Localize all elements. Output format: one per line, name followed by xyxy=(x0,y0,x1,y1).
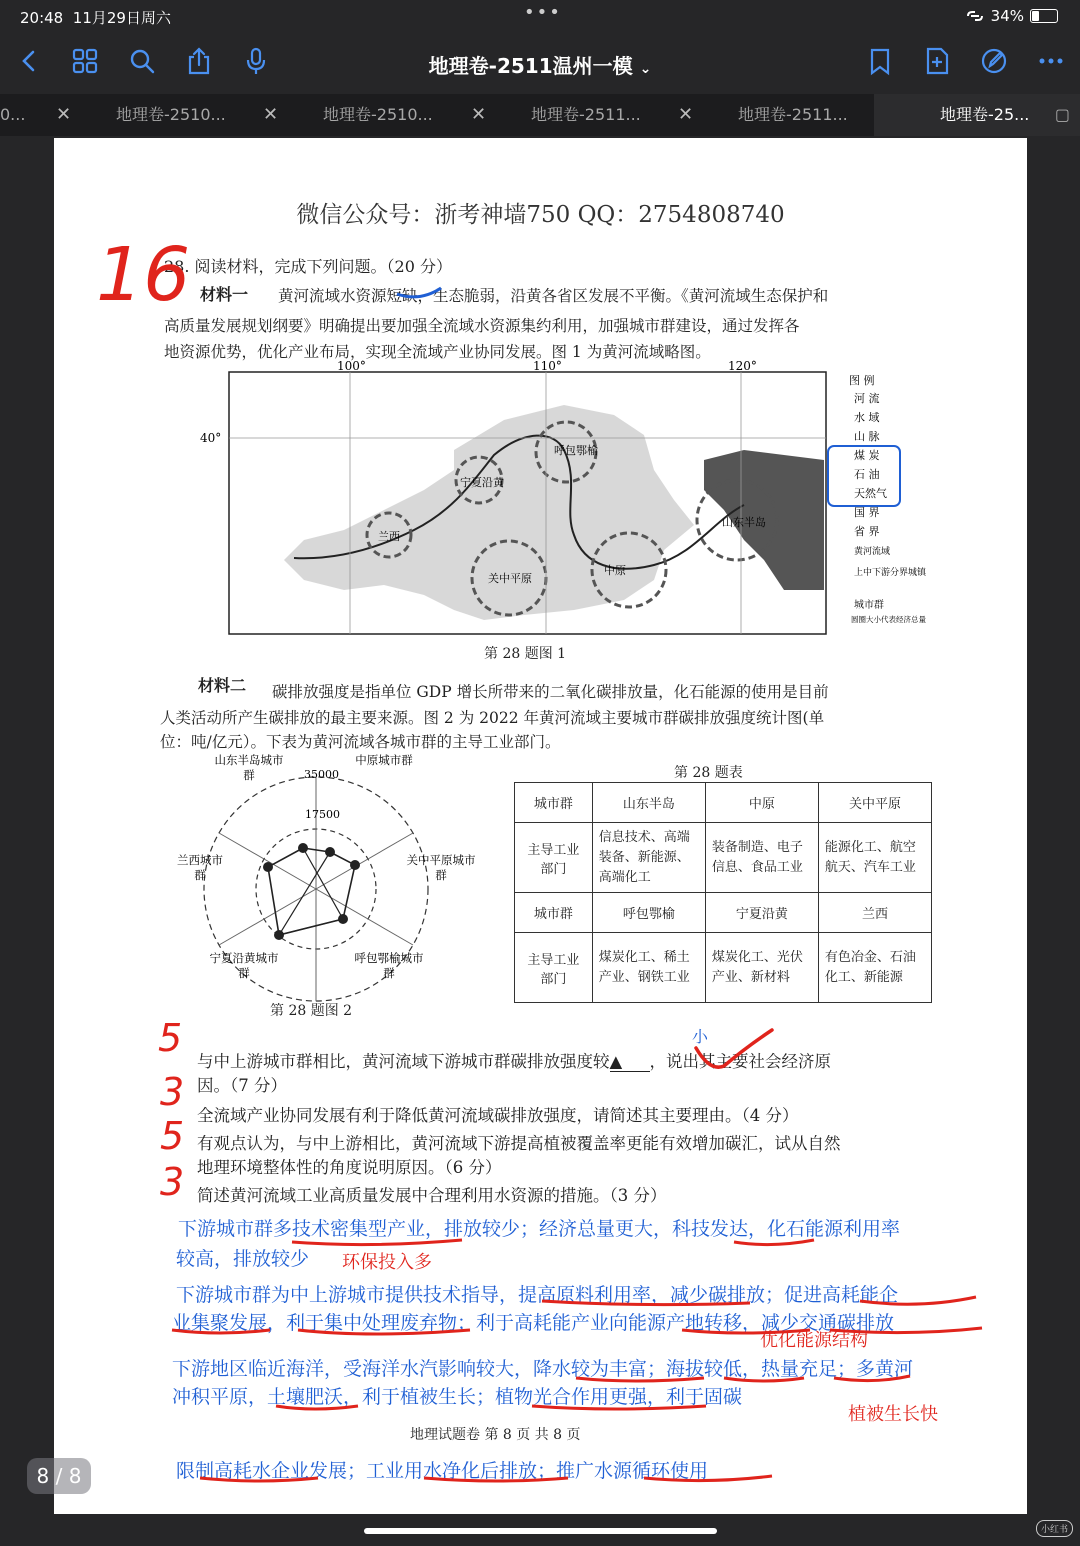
mark-q3: 5 xyxy=(160,1114,185,1158)
battery-icon xyxy=(1030,9,1058,23)
page-header: 微信公众号：浙考神墙750 QQ：2754808740 xyxy=(296,202,785,228)
answer-1-line-1: 下游城市群多技术密集型产业，排放较少；经济总量更大，科技发达，化石能源利用率 xyxy=(178,1218,901,1240)
table-cell: 煤炭化工、稀土产业、钢铁工业 xyxy=(592,933,705,1003)
close-icon[interactable]: ✕ xyxy=(678,104,694,125)
date-text: 11月29日周六 xyxy=(72,9,171,27)
multitask-dots-icon[interactable]: ••• xyxy=(524,2,562,23)
legend-item: 煤 炭 xyxy=(854,449,880,462)
status-right xyxy=(965,7,1058,25)
radar-caption: 第 28 题图 2 xyxy=(270,1003,353,1019)
radar-chart xyxy=(174,755,474,1025)
tab-5[interactable] xyxy=(678,94,874,136)
underline-mark xyxy=(290,1234,465,1248)
tab-label: 地理卷-2510... xyxy=(323,105,433,124)
table-caption: 第 28 题表 xyxy=(674,765,743,781)
table-cell: 关中平原 xyxy=(818,783,931,823)
time-text: 20:48 xyxy=(20,9,64,27)
answer-4-line-1: 限制高耗水企业发展；工业用水净化后排放；推广水源循环使用 xyxy=(176,1460,709,1482)
add-page-icon[interactable] xyxy=(922,46,952,76)
legend-item: 省 界 xyxy=(854,525,880,538)
map-caption: 第 28 题图 1 xyxy=(484,646,567,662)
more-icon[interactable] xyxy=(1036,46,1066,76)
legend-item: 河 流 xyxy=(854,392,880,405)
table-cell: 山东半岛 xyxy=(592,783,705,823)
close-icon[interactable]: ✕ xyxy=(263,104,279,125)
battery-fill xyxy=(1032,11,1039,21)
legend-item: 石 油 xyxy=(854,468,880,481)
tab-3[interactable] xyxy=(263,94,463,136)
city-label: 宁夏沿黄 xyxy=(460,476,504,489)
page-footer: 地理试题卷 第 8 页 共 8 页 xyxy=(410,1427,581,1443)
answer-2-note: 优化能源结构 xyxy=(760,1330,868,1351)
lon-label: 110° xyxy=(533,359,562,373)
status-time xyxy=(20,7,171,28)
tab-bar xyxy=(0,94,1080,136)
tab-1[interactable] xyxy=(0,94,56,136)
material-2-line-3: 位：吨/亿元）。下表为黄河流域各城市群的主导工业部门。 xyxy=(160,733,561,751)
page-indicator: 8 / 8 xyxy=(27,1458,91,1494)
radar-point xyxy=(263,862,273,872)
underline-mark xyxy=(540,1293,980,1309)
radar-point xyxy=(298,843,308,853)
lat-label: 40° xyxy=(200,431,222,445)
legend-item: 国 界 xyxy=(854,506,880,519)
table-head: 主导工业部门 xyxy=(515,933,593,1003)
tab-active[interactable] xyxy=(874,94,1080,136)
legend xyxy=(851,391,927,624)
document-title[interactable] xyxy=(0,50,1080,79)
home-indicator[interactable] xyxy=(364,1528,717,1534)
table-cell: 装备制造、电子信息、食品工业 xyxy=(705,823,818,893)
table-cell: 宁夏沿黄 xyxy=(705,893,818,933)
question-2: 全流域产业协同发展有利于降低黄河流域碳排放强度，请简述其主要理由。（4 分） xyxy=(197,1106,799,1125)
answer-3-line-2: 冲积平原，土壤肥沃，利于植被生长；植物光合作用更强，利于固碳 xyxy=(172,1386,743,1408)
material-1-label: 材料一 xyxy=(200,285,249,304)
bookmark-icon[interactable] xyxy=(865,46,895,76)
radar-point xyxy=(338,914,348,924)
q1-text-2: ，说出其主要社会经济原 xyxy=(649,1052,831,1071)
material-1-line-3: 地资源优势，优化产业布局，实现全流域产业协同发展。图 1 为黄河流域略图。 xyxy=(164,343,711,361)
legend-item: 城市群 xyxy=(854,600,884,611)
answer-3-line-1: 下游地区临近海洋，受海洋水汽影响较大，降水较为丰富；海拔较低，热量充足；多黄河 xyxy=(172,1358,914,1380)
tab-label: 0... xyxy=(0,105,26,124)
legend-item: 天然气 xyxy=(854,487,887,500)
underline-mark xyxy=(732,1234,817,1248)
lon-label: 100° xyxy=(337,359,366,373)
close-icon[interactable]: ✕ xyxy=(56,104,72,125)
table-cell: 能源化工、航空航天、汽车工业 xyxy=(818,823,931,893)
question-intro: 28. 阅读材料，完成下列问题。（20 分） xyxy=(164,257,452,276)
table-cell: 兰西 xyxy=(818,893,931,933)
tab-label: 地理卷-2511... xyxy=(531,105,641,124)
material-1-line-1: 黄河流域水资源短缺，生态脆弱，沿黄各省区发展不平衡。《黄河流域生态保护和 xyxy=(278,287,829,305)
link-icon xyxy=(965,9,985,23)
radar-axis-value: 35000 xyxy=(304,768,339,781)
mark-q1: 5 xyxy=(158,1016,183,1060)
question-4: 简述黄河流域工业高质量发展中合理利用水资源的措施。（3 分） xyxy=(197,1186,667,1205)
legend-item: 黄河流域 xyxy=(854,547,891,557)
handwritten-blank-answer: 小 xyxy=(692,1027,709,1046)
radar-label: 呼包鄂榆城市群 xyxy=(354,951,424,980)
handwritten-score: 16 xyxy=(96,232,191,318)
tab-overview-icon[interactable]: ▢ xyxy=(1054,105,1070,124)
material-2-line-2: 人类活动所产生碳排放的最主要来源。图 2 为 2022 年黄河流域主要城市群碳排放强度统计图(单 xyxy=(160,709,825,727)
industry-table xyxy=(514,782,932,1003)
underline-mark xyxy=(395,284,445,302)
table-cell: 有色冶金、石油化工、新能源 xyxy=(818,933,931,1003)
tab-4[interactable] xyxy=(471,94,671,136)
legend-title: 图 例 xyxy=(849,374,875,387)
question-1-line-2: 因。（7 分） xyxy=(197,1076,287,1095)
check-mark xyxy=(690,1026,780,1074)
table-head: 城市群 xyxy=(515,893,593,933)
table-cell: 信息技术、高端装备、新能源、高端化工 xyxy=(592,823,705,893)
q1-text: 与中上游城市群相比，黄河流域下游城市群碳排放强度较 xyxy=(197,1052,610,1071)
status-bar xyxy=(0,0,1080,32)
markup-pen-icon[interactable] xyxy=(979,46,1009,76)
radar-label: 宁夏沿黄城市群 xyxy=(209,951,279,980)
tab-2[interactable] xyxy=(56,94,256,136)
close-icon[interactable]: ✕ xyxy=(471,104,487,125)
answer-3-note: 植被生长快 xyxy=(848,1404,938,1425)
city-label: 兰西 xyxy=(378,530,400,543)
city-label: 中原 xyxy=(604,564,626,577)
legend-item: 上中下游分界城镇 xyxy=(854,568,927,578)
legend-item: 水 域 xyxy=(854,411,880,424)
lon-label: 120° xyxy=(728,359,757,373)
answer-1-note: 环保投入多 xyxy=(342,1252,432,1273)
table-cell: 呼包鄂榆 xyxy=(592,893,705,933)
mark-q4: 3 xyxy=(160,1160,185,1204)
mark-q2: 3 xyxy=(160,1070,185,1114)
legend-item: 山 脉 xyxy=(854,430,880,443)
underline-mark xyxy=(170,1322,990,1338)
table-cell: 煤炭化工、光伏产业、新材料 xyxy=(705,933,818,1003)
question-3-line-1: 有观点认为，与中上游相比，黄河流域下游提高植被覆盖率更能有效增加碳汇，试从自然 xyxy=(197,1134,841,1153)
radar-axis-value: 17500 xyxy=(305,808,340,821)
underline-mark xyxy=(198,1470,778,1486)
material-1-line-2: 高质量发展规划纲要》明确提出要加强全流域水资源集约利用，加强城市群建设，通过发挥各 xyxy=(164,317,800,335)
city-label: 关中平原 xyxy=(488,572,532,585)
radar-label: 山东半岛城市群 xyxy=(214,753,284,782)
table-cell: 中原 xyxy=(705,783,818,823)
title-text: 地理卷-2511温州一模 xyxy=(428,54,633,78)
tab-label: 地理卷-2510... xyxy=(116,105,226,124)
city-label: 山东半岛 xyxy=(722,516,766,529)
answer-1-line-2: 较高，排放较少 xyxy=(176,1248,310,1270)
chevron-down-icon[interactable]: ⌄ xyxy=(639,61,652,77)
table-head: 城市群 xyxy=(515,783,593,823)
answer-2-line-2: 业集聚发展，利于集中处理废弃物；利于高耗能产业向能源产地转移，减少交通碳排放 xyxy=(172,1312,895,1334)
tab-label: 地理卷-2511... xyxy=(738,105,848,124)
answer-2-line-1: 下游城市群为中上游城市提供技术指导，提高原料利用率，减少碳排放；促进高耗能企 xyxy=(176,1284,899,1306)
answer-blank[interactable]: ▲ xyxy=(610,1052,650,1072)
radar-label: 兰西城市群 xyxy=(177,853,223,882)
material-2-line-1: 碳排放强度是指单位 GDP 增长所带来的二氧化碳排放量，化石能源的使用是目前 xyxy=(272,683,829,701)
radar-point xyxy=(325,847,335,857)
underline-mark xyxy=(274,1398,714,1414)
radar-point xyxy=(274,930,284,940)
tab-label: 地理卷-25... xyxy=(940,105,1030,124)
table-head: 主导工业部门 xyxy=(515,823,593,893)
radar-label: 关中平原城市群 xyxy=(406,853,476,882)
watermark: 小红书 xyxy=(1036,1520,1073,1537)
material-2-label: 材料二 xyxy=(198,676,247,695)
question-3-line-2: 地理环境整体性的角度说明原因。（6 分） xyxy=(197,1158,502,1177)
yellow-river-map xyxy=(200,359,964,650)
radar-point xyxy=(350,860,360,870)
toolbar xyxy=(0,32,1080,94)
underline-mark xyxy=(574,1370,914,1386)
battery-percent: 34% xyxy=(990,7,1024,25)
city-label: 呼包鄂榆 xyxy=(554,444,598,457)
legend-item: 圆圈大小代表经济总量 xyxy=(851,615,926,624)
radar-label: 中原城市群 xyxy=(355,753,413,767)
